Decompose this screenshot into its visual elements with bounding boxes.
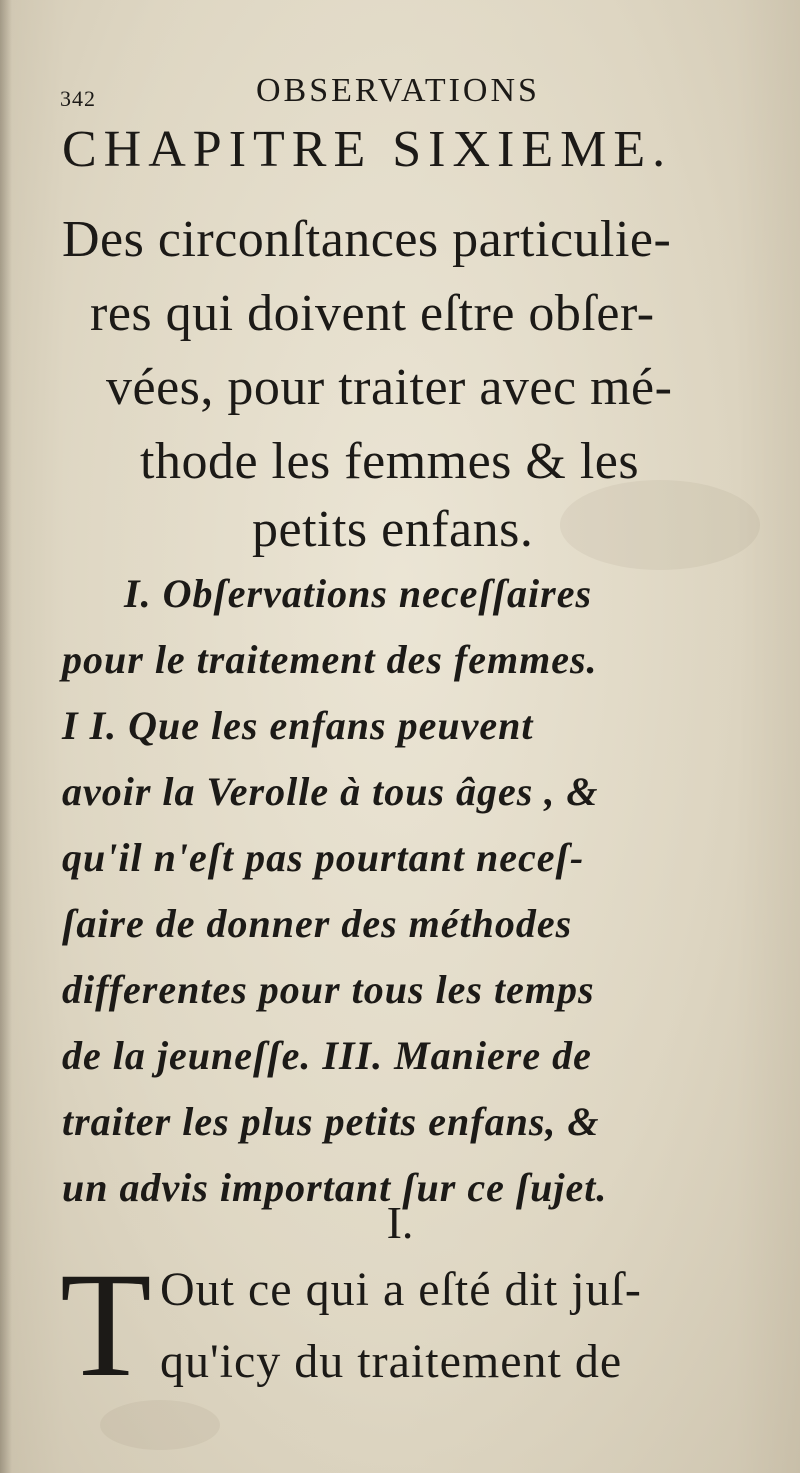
summary-line: avoir la Verolle à tous âges , & [62, 769, 599, 814]
page-gutter-shadow [0, 0, 12, 1473]
summary-line: I. Obſervations neceſſaires [124, 571, 593, 616]
heading-line: Des circonſtances particulie- [62, 211, 672, 268]
heading-line: thode les femmes & les [140, 433, 640, 490]
summary-line: traiter les plus petits enfans, & [62, 1099, 600, 1144]
heading-line: res qui doivent eſtre obſer- [90, 285, 655, 342]
chapter-title: CHAPITRE SIXIEME. [62, 121, 673, 178]
paper-stain [560, 480, 760, 570]
body-line: Out ce qui a eſté dit juſ- [160, 1263, 642, 1316]
section-number: I. [386, 1197, 414, 1248]
summary-line: un advis important ſur ce ſujet. [62, 1165, 608, 1210]
summary-line: differentes pour tous les temps [62, 967, 595, 1012]
heading-line: petits enfans. [252, 501, 534, 558]
summary-line: I I. Que les enfans peuvent [62, 703, 534, 748]
summary-line: qu'il n'eſt pas pourtant neceſ- [62, 835, 585, 880]
summary-line: pour le traitement des femmes. [62, 637, 598, 682]
page-number: 342 [60, 86, 96, 111]
drop-cap: T [60, 1242, 152, 1408]
summary-line: ſaire de donner des méthodes [62, 901, 573, 946]
heading-line: vées, pour traiter avec mé- [106, 359, 673, 416]
running-head: OBSERVATIONS [256, 72, 540, 109]
summary-line: de la jeuneſſe. III. Maniere de [62, 1033, 592, 1078]
body-line: qu'icy du traitement de [160, 1335, 623, 1388]
page-header [0, 72, 800, 122]
